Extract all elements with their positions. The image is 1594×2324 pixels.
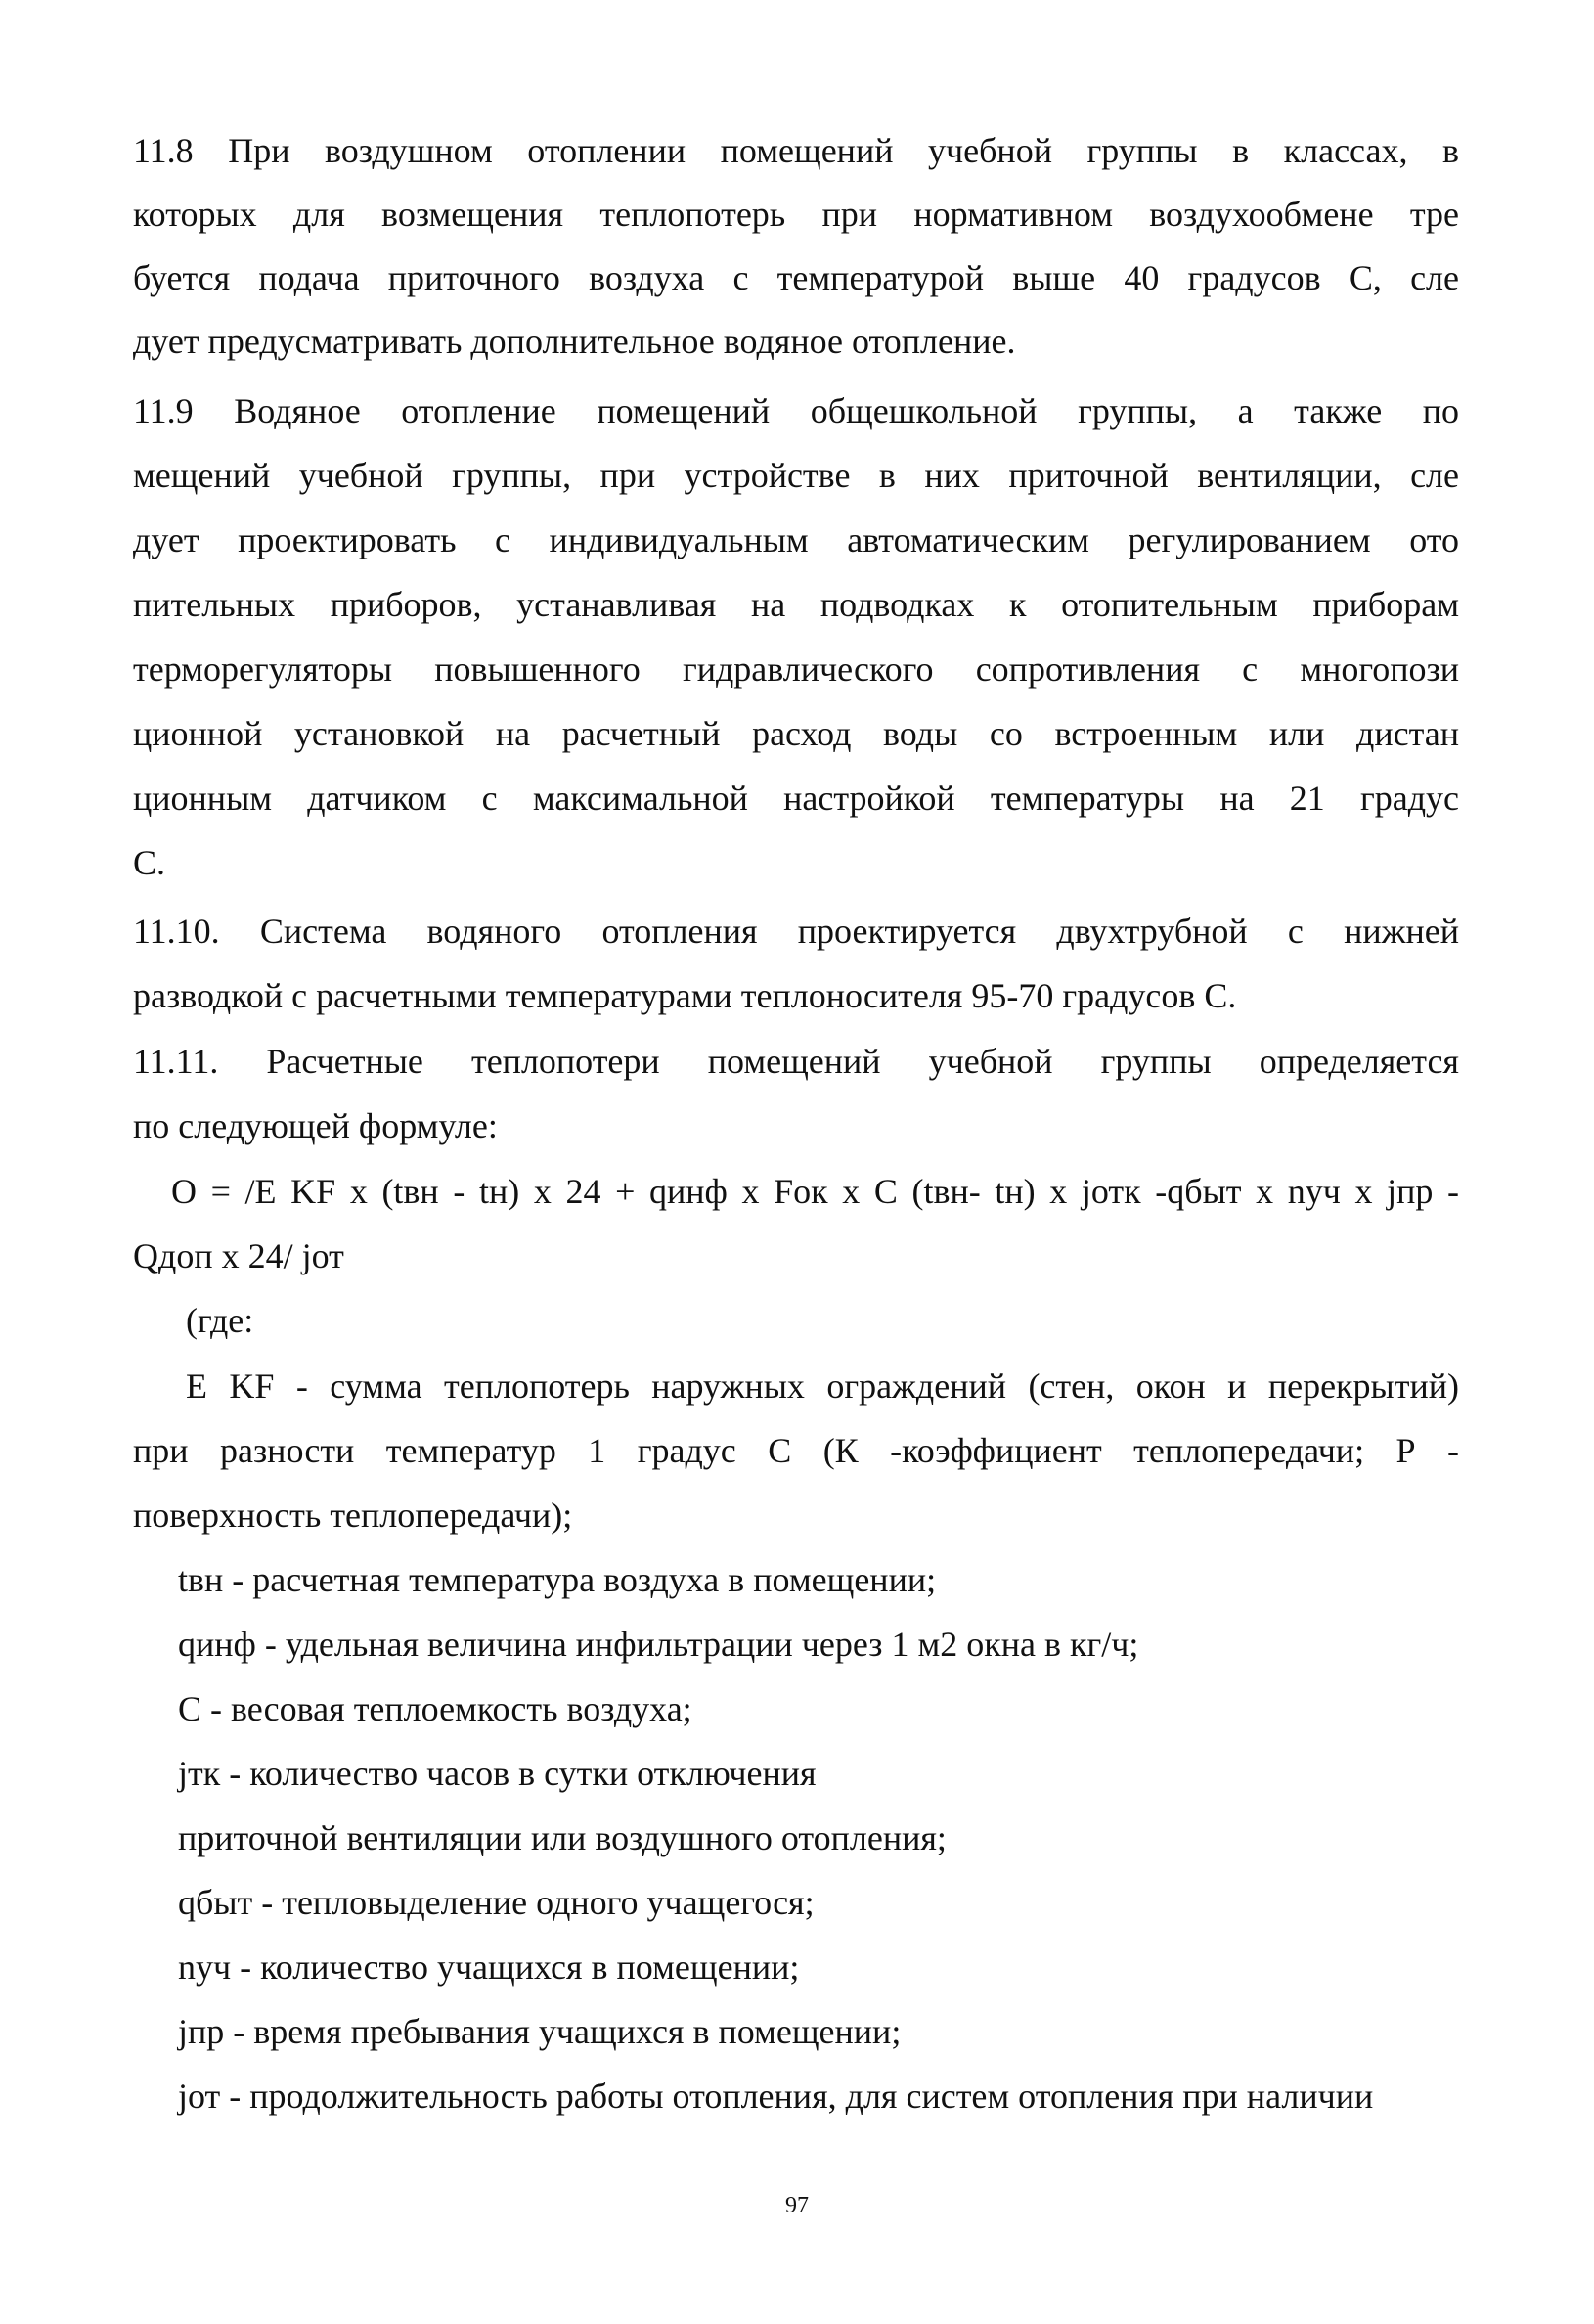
definition-line-2: при разности температур 1 градус С (К -коэффициент теплопередачи; Р - bbox=[133, 1431, 1459, 1470]
definition-line-1: Е KF - сумма теплопотерь наружных ограждений (стен, окон и перекрытий) bbox=[186, 1366, 1459, 1406]
paragraph-11-8-line-4: дует предусматривать дополнительное водяное отопление. bbox=[133, 322, 1016, 361]
definition-line-7: jтк - количество часов в сутки отключения bbox=[178, 1754, 817, 1793]
definition-line-3: поверхность теплопередачи); bbox=[133, 1496, 573, 1535]
paragraph-11-8-line-1: 11.8 При воздушном отоплении помещений учебной группы в классах, в bbox=[133, 131, 1459, 170]
page-number: 97 bbox=[785, 2193, 809, 2218]
formula-line-2: Qдоп x 24/ jот bbox=[133, 1236, 344, 1275]
definition-line-8: приточной вентиляции или воздушного отопления; bbox=[178, 1818, 947, 1857]
paragraph-11-9-line-5: терморегуляторы повышенного гидравлического сопротивления с многопози bbox=[133, 649, 1459, 689]
paragraph-11-9-line-6: ционной установкой на расчетный расход воды со встроенным или дистан bbox=[133, 714, 1459, 753]
paragraph-11-9-line-1: 11.9 Водяное отопление помещений общешкольной группы, а также по bbox=[133, 391, 1459, 430]
paragraph-11-8-line-3: буется подача приточного воздуха с температурой выше 40 градусов С, сле bbox=[133, 258, 1459, 297]
definition-line-5: qинф - удельная величина инфильтрации через 1 м2 окна в кг/ч; bbox=[178, 1625, 1139, 1664]
definition-line-11: jпр - время пребывания учащихся в помещении; bbox=[178, 2012, 902, 2051]
paragraph-11-9-line-4: пительных приборов, устанавливая на подводках к отопительным приборам bbox=[133, 585, 1459, 624]
paragraph-11-11-line-2: по следующей формуле: bbox=[133, 1106, 498, 1145]
paragraph-11-11-line-1: 11.11. Расчетные теплопотери помещений учебной группы определяется bbox=[133, 1042, 1459, 1081]
paragraph-11-10-line-1: 11.10. Система водяного отопления проектируется двухтрубной с нижней bbox=[133, 912, 1459, 951]
paragraph-11-8-line-2: которых для возмещения теплопотерь при нормативном воздухообмене тре bbox=[133, 195, 1459, 234]
definition-line-6: С - весовая теплоемкость воздуха; bbox=[178, 1689, 692, 1728]
paragraph-11-9-line-8: С. bbox=[133, 843, 166, 882]
paragraph-11-9-line-3: дует проектировать с индивидуальным автоматическим регулированием ото bbox=[133, 520, 1459, 559]
definition-line-12: jот - продолжительность работы отопления, для систем отопления при наличии bbox=[178, 2077, 1374, 2116]
definition-line-4: tвн - расчетная температура воздуха в помещении; bbox=[178, 1560, 937, 1599]
formula-line-1: О = /Е KF x (tвн - tн) x 24 + qинф x Fок x С (tвн- tн) x jотк -qбыт x nуч x jпр - bbox=[171, 1172, 1459, 1211]
paragraph-11-10-line-2: разводкой с расчетными температурами теплоносителя 95-70 градусов С. bbox=[133, 976, 1237, 1015]
definition-line-10: nуч - количество учащихся в помещении; bbox=[178, 1947, 800, 1987]
paragraph-11-9-line-7: ционным датчиком с максимальной настройкой температуры на 21 градус bbox=[133, 779, 1459, 818]
where-label: (где: bbox=[186, 1301, 254, 1340]
definition-line-9: qбыт - тепловыделение одного учащегося; bbox=[178, 1883, 815, 1922]
paragraph-11-9-line-2: мещений учебной группы, при устройстве в них приточной вентиляции, сле bbox=[133, 456, 1459, 495]
